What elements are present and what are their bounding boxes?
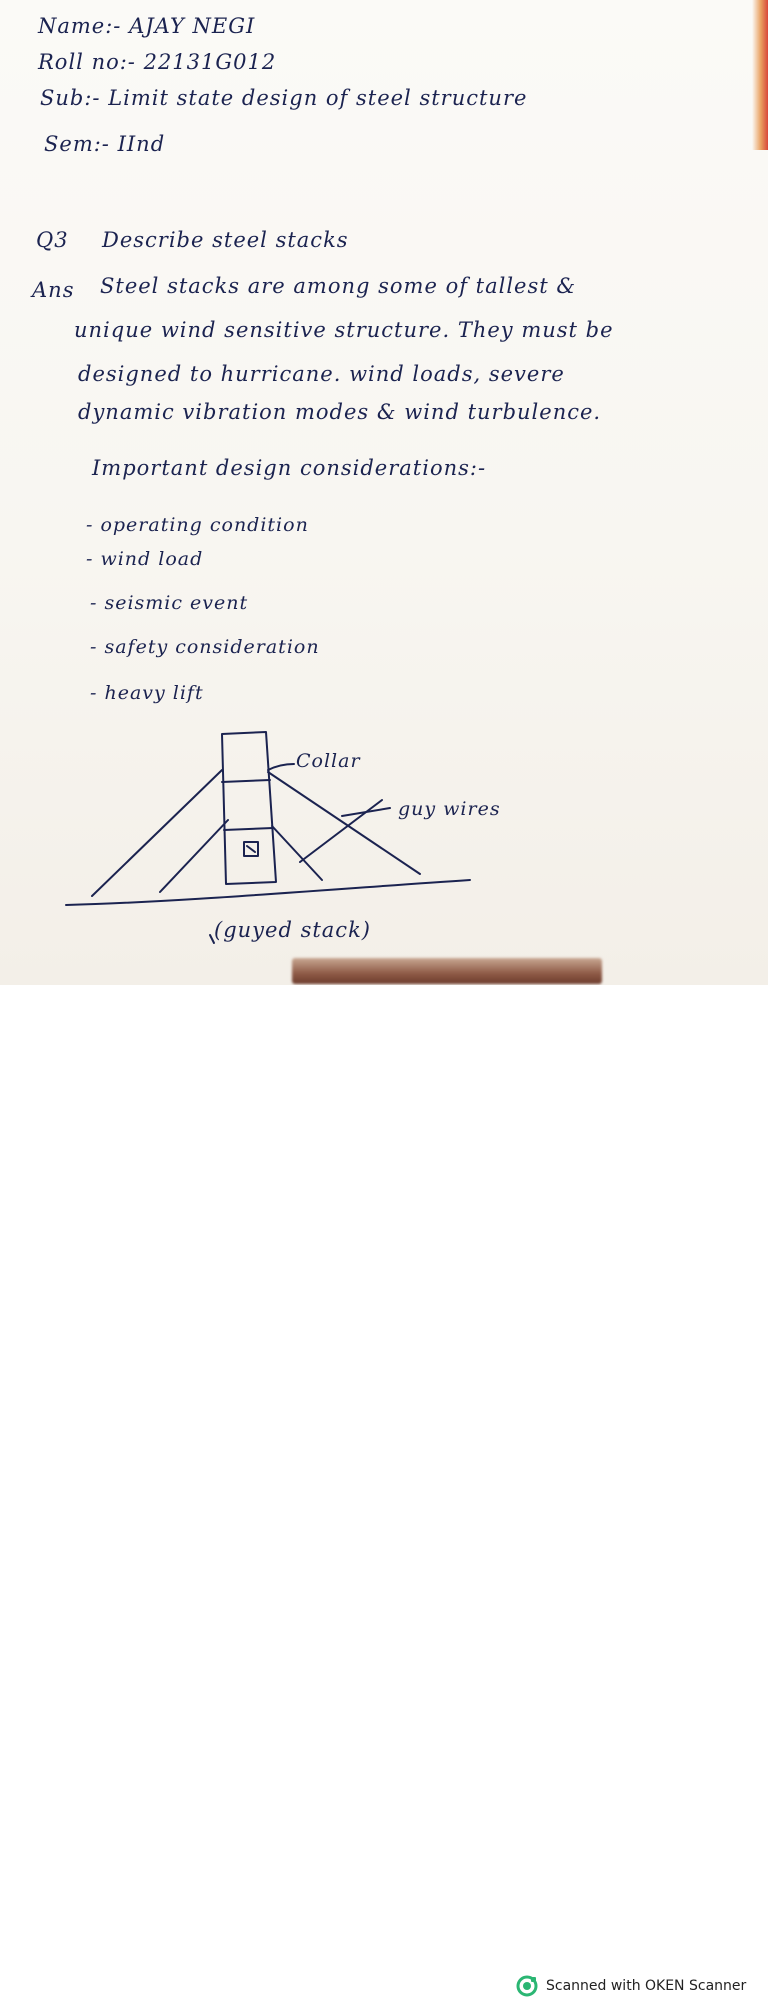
scanner-watermark-text: Scanned with OKEN Scanner [546, 1978, 747, 1994]
guy-wire [272, 826, 322, 880]
diagram-caption: (guyed stack) [214, 918, 371, 942]
scanner-footer [0, 985, 768, 1994]
scan-shadow-strip [292, 958, 602, 984]
oken-scanner-icon [516, 1975, 538, 1997]
consideration-item: - heavy lift [90, 682, 204, 704]
answer-line-3: designed to hurricane. wind loads, severe [78, 362, 565, 386]
guy-wire [300, 800, 382, 862]
question-label: Q3 [36, 228, 69, 252]
answer-line-1: Steel stacks are among some of tallest & [100, 274, 577, 298]
guy-wire [92, 770, 222, 896]
question-text: Describe steel stacks [102, 228, 349, 252]
collar-leader [268, 764, 294, 770]
roll-number: Roll no:- 22131G012 [38, 50, 277, 74]
ground-line [66, 880, 470, 905]
subject-line: Sub:- Limit state design of steel structure [40, 86, 528, 110]
stack-band [222, 780, 270, 782]
guy-wire [268, 772, 420, 874]
scanner-badge [516, 1973, 746, 1999]
considerations-title: Important design considerations:- [92, 456, 487, 480]
collar-label: Collar [296, 750, 361, 772]
answer-line-2: unique wind sensitive structure. They must be [74, 318, 614, 342]
consideration-item: - wind load [86, 548, 204, 570]
consideration-item: - safety consideration [90, 636, 320, 658]
semester-line: Sem:- IInd [44, 132, 166, 156]
stack-collar-band [224, 828, 273, 830]
stack-body [222, 732, 276, 884]
answer-line-4: dynamic vibration modes & wind turbulence. [78, 400, 602, 424]
scanned-page [0, 0, 768, 985]
guy-wire-leader [342, 808, 390, 816]
consideration-item: - seismic event [90, 592, 249, 614]
guy-wires-label: guy wires [398, 798, 501, 820]
student-name: Name:- AJAY NEGI [38, 14, 256, 38]
answer-label: Ans [32, 278, 75, 302]
guyed-stack-diagram [0, 0, 768, 985]
guy-wire [160, 820, 228, 892]
consideration-item: - operating condition [86, 514, 309, 536]
